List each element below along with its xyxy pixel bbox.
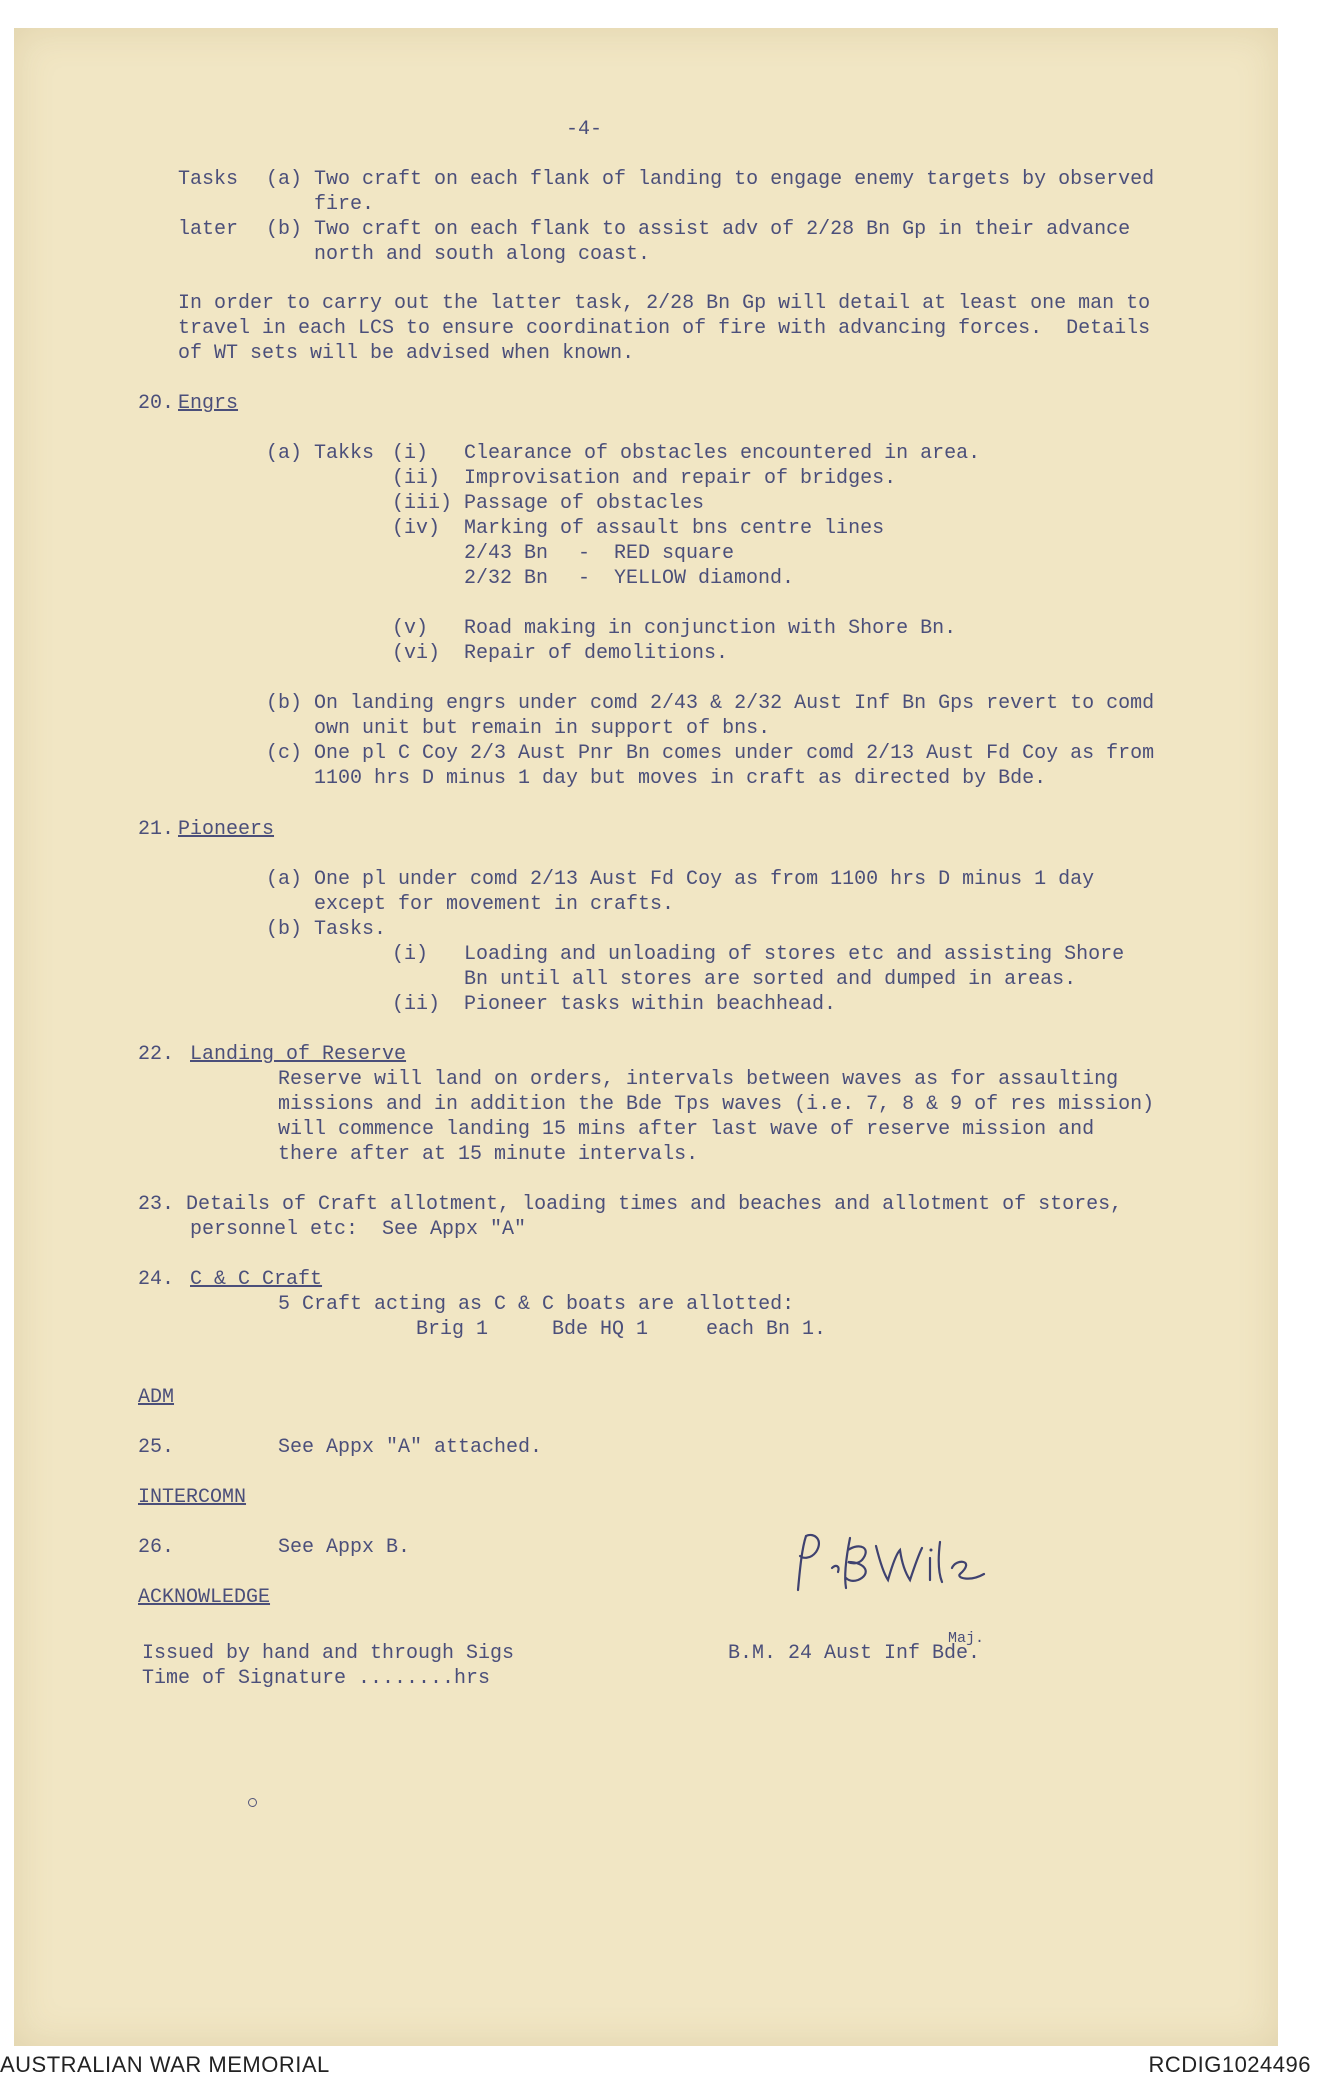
s24-alloc-each-bn: each Bn 1. <box>706 1318 827 1341</box>
s20-item-num: (iv) <box>392 517 441 540</box>
s22-line2: missions and in addition the Bde Tps waves (i.e. 7, 8 & 9 of res mission) <box>278 1093 1155 1116</box>
adm-text: See Appx "A" attached. <box>278 1436 543 1459</box>
section-24-title: C & C Craft <box>190 1268 323 1291</box>
s21-a-line1: One pl under comd 2/13 Aust Fd Coy as from 1100 hrs D minus 1 day <box>314 868 1095 891</box>
punch-mark <box>248 1798 257 1807</box>
tasks-a-marker: (a) <box>266 168 303 191</box>
s20-item-text: Clearance of obstacles encountered in area. <box>464 442 981 465</box>
tasks-b-line2: north and south along coast. <box>314 243 651 266</box>
s24-alloc-bde-hq: Bde HQ 1 <box>552 1318 649 1341</box>
section-23-line1: 23. Details of Craft allotment, loading times and beaches and allotment of stores, <box>138 1193 1123 1216</box>
s20-mark1-sep: - <box>578 542 591 565</box>
s20-item-text: Road making in conjunction with Shore Bn. <box>464 617 957 640</box>
s20-c-line2: 1100 hrs D minus 1 day but moves in craft as directed by Bde. <box>314 767 1047 790</box>
s20-b-line1: On landing engrs under comd 2/43 & 2/32 Aust Inf Bn Gps revert to comd <box>314 692 1155 715</box>
adm-heading: ADM <box>138 1386 175 1409</box>
s20-item-num: (iii) <box>392 492 453 515</box>
section-24-number: 24. <box>138 1268 175 1291</box>
tasks-b-line1: Two craft on each flank to assist adv of 2/28 Bn Gp in their advance <box>314 218 1131 241</box>
s22-line1: Reserve will land on orders, intervals between waves as for assaulting <box>278 1068 1119 1091</box>
s22-line4: there after at 15 minute intervals. <box>278 1143 699 1166</box>
tasks-para-line2: travel in each LCS to ensure coordination of fire with advancing forces. Details <box>178 317 1151 340</box>
section-22-number: 22. <box>138 1043 175 1066</box>
s20-item-num: (v) <box>392 617 429 640</box>
s20-item-text: Marking of assault bns centre lines <box>464 517 885 540</box>
s20-item-text: Repair of demolitions. <box>464 642 729 665</box>
tasks-para-line1: In order to carry out the latter task, 2/28 Bn Gp will detail at least one man to <box>178 292 1151 315</box>
section-20-title: Engrs <box>178 392 239 415</box>
s20-item-num: (vi) <box>392 642 441 665</box>
s20-mark2-bn: 2/32 Bn <box>464 567 549 590</box>
s20-a-label: Takks <box>314 442 375 465</box>
s20-item-text: Passage of obstacles <box>464 492 705 515</box>
intercomn-heading: INTERCOMN <box>138 1486 247 1509</box>
s21-i-line2: Bn until all stores are sorted and dumped in areas. <box>464 968 1077 991</box>
time-of-signature-line: Time of Signature ........hrs <box>142 1667 491 1690</box>
intercomn-number: 26. <box>138 1536 175 1559</box>
s21-a-line2: except for movement in crafts. <box>314 893 675 916</box>
s20-item-num: (ii) <box>392 467 441 490</box>
footer-record-id: RCDIG1024496 <box>1148 2052 1311 2077</box>
acknowledge-heading: ACKNOWLEDGE <box>138 1586 271 1609</box>
tasks-a-line2: fire. <box>314 193 375 216</box>
s21-ii-num: (ii) <box>392 993 441 1016</box>
s20-b-line2: own unit but remain in support of bns. <box>314 717 771 740</box>
s24-line1: 5 Craft acting as C & C boats are allotted: <box>278 1293 795 1316</box>
s20-item-text: Improvisation and repair of bridges. <box>464 467 897 490</box>
s20-c-marker: (c) <box>266 742 303 765</box>
handwritten-signature <box>780 1528 1020 1598</box>
section-20-number: 20. <box>138 392 175 415</box>
s20-c-line1: One pl C Coy 2/3 Aust Pnr Bn comes under comd 2/13 Aust Fd Coy as from <box>314 742 1155 765</box>
s21-i-line1: Loading and unloading of stores etc and assisting Shore <box>464 943 1125 966</box>
s20-a-marker: (a) <box>266 442 303 465</box>
issued-line: Issued by hand and through Sigs <box>142 1642 515 1665</box>
s20-mark2-sep: - <box>578 567 591 590</box>
section-22-title: Landing of Reserve <box>190 1043 407 1066</box>
adm-number: 25. <box>138 1436 175 1459</box>
signoff-rank: Maj. <box>948 1630 985 1647</box>
signoff-title: B.M. 24 Aust Inf Bde. <box>728 1642 981 1665</box>
tasks-b-marker: (b) <box>266 218 303 241</box>
intercomn-text: See Appx B. <box>278 1536 411 1559</box>
s20-mark1-bn: 2/43 Bn <box>464 542 549 565</box>
section-21-title: Pioneers <box>178 818 275 841</box>
s21-b-label: Tasks. <box>314 918 387 941</box>
s20-item-num: (i) <box>392 442 429 465</box>
s22-line3: will commence landing 15 mins after last wave of reserve mission and <box>278 1118 1095 1141</box>
page-number: -4- <box>566 118 603 141</box>
s21-i-num: (i) <box>392 943 429 966</box>
footer-archive-name: AUSTRALIAN WAR MEMORIAL <box>0 2052 330 2077</box>
s21-a-marker: (a) <box>266 868 303 891</box>
tasks-a-line1: Two craft on each flank of landing to engage enemy targets by observed <box>314 168 1155 191</box>
section-23-line2: personnel etc: See Appx "A" <box>190 1218 527 1241</box>
s21-b-marker: (b) <box>266 918 303 941</box>
s24-alloc-brig: Brig 1 <box>416 1318 489 1341</box>
section-21-number: 21. <box>138 818 175 841</box>
tasks-para-line3: of WT sets will be advised when known. <box>178 342 635 365</box>
s20-mark1-value: RED square <box>614 542 735 565</box>
s20-b-marker: (b) <box>266 692 303 715</box>
tasks-label: Tasks <box>178 168 239 191</box>
s20-mark2-value: YELLOW diamond. <box>614 567 795 590</box>
tasks-later-label: later <box>178 218 239 241</box>
s21-ii-line1: Pioneer tasks within beachhead. <box>464 993 837 1016</box>
